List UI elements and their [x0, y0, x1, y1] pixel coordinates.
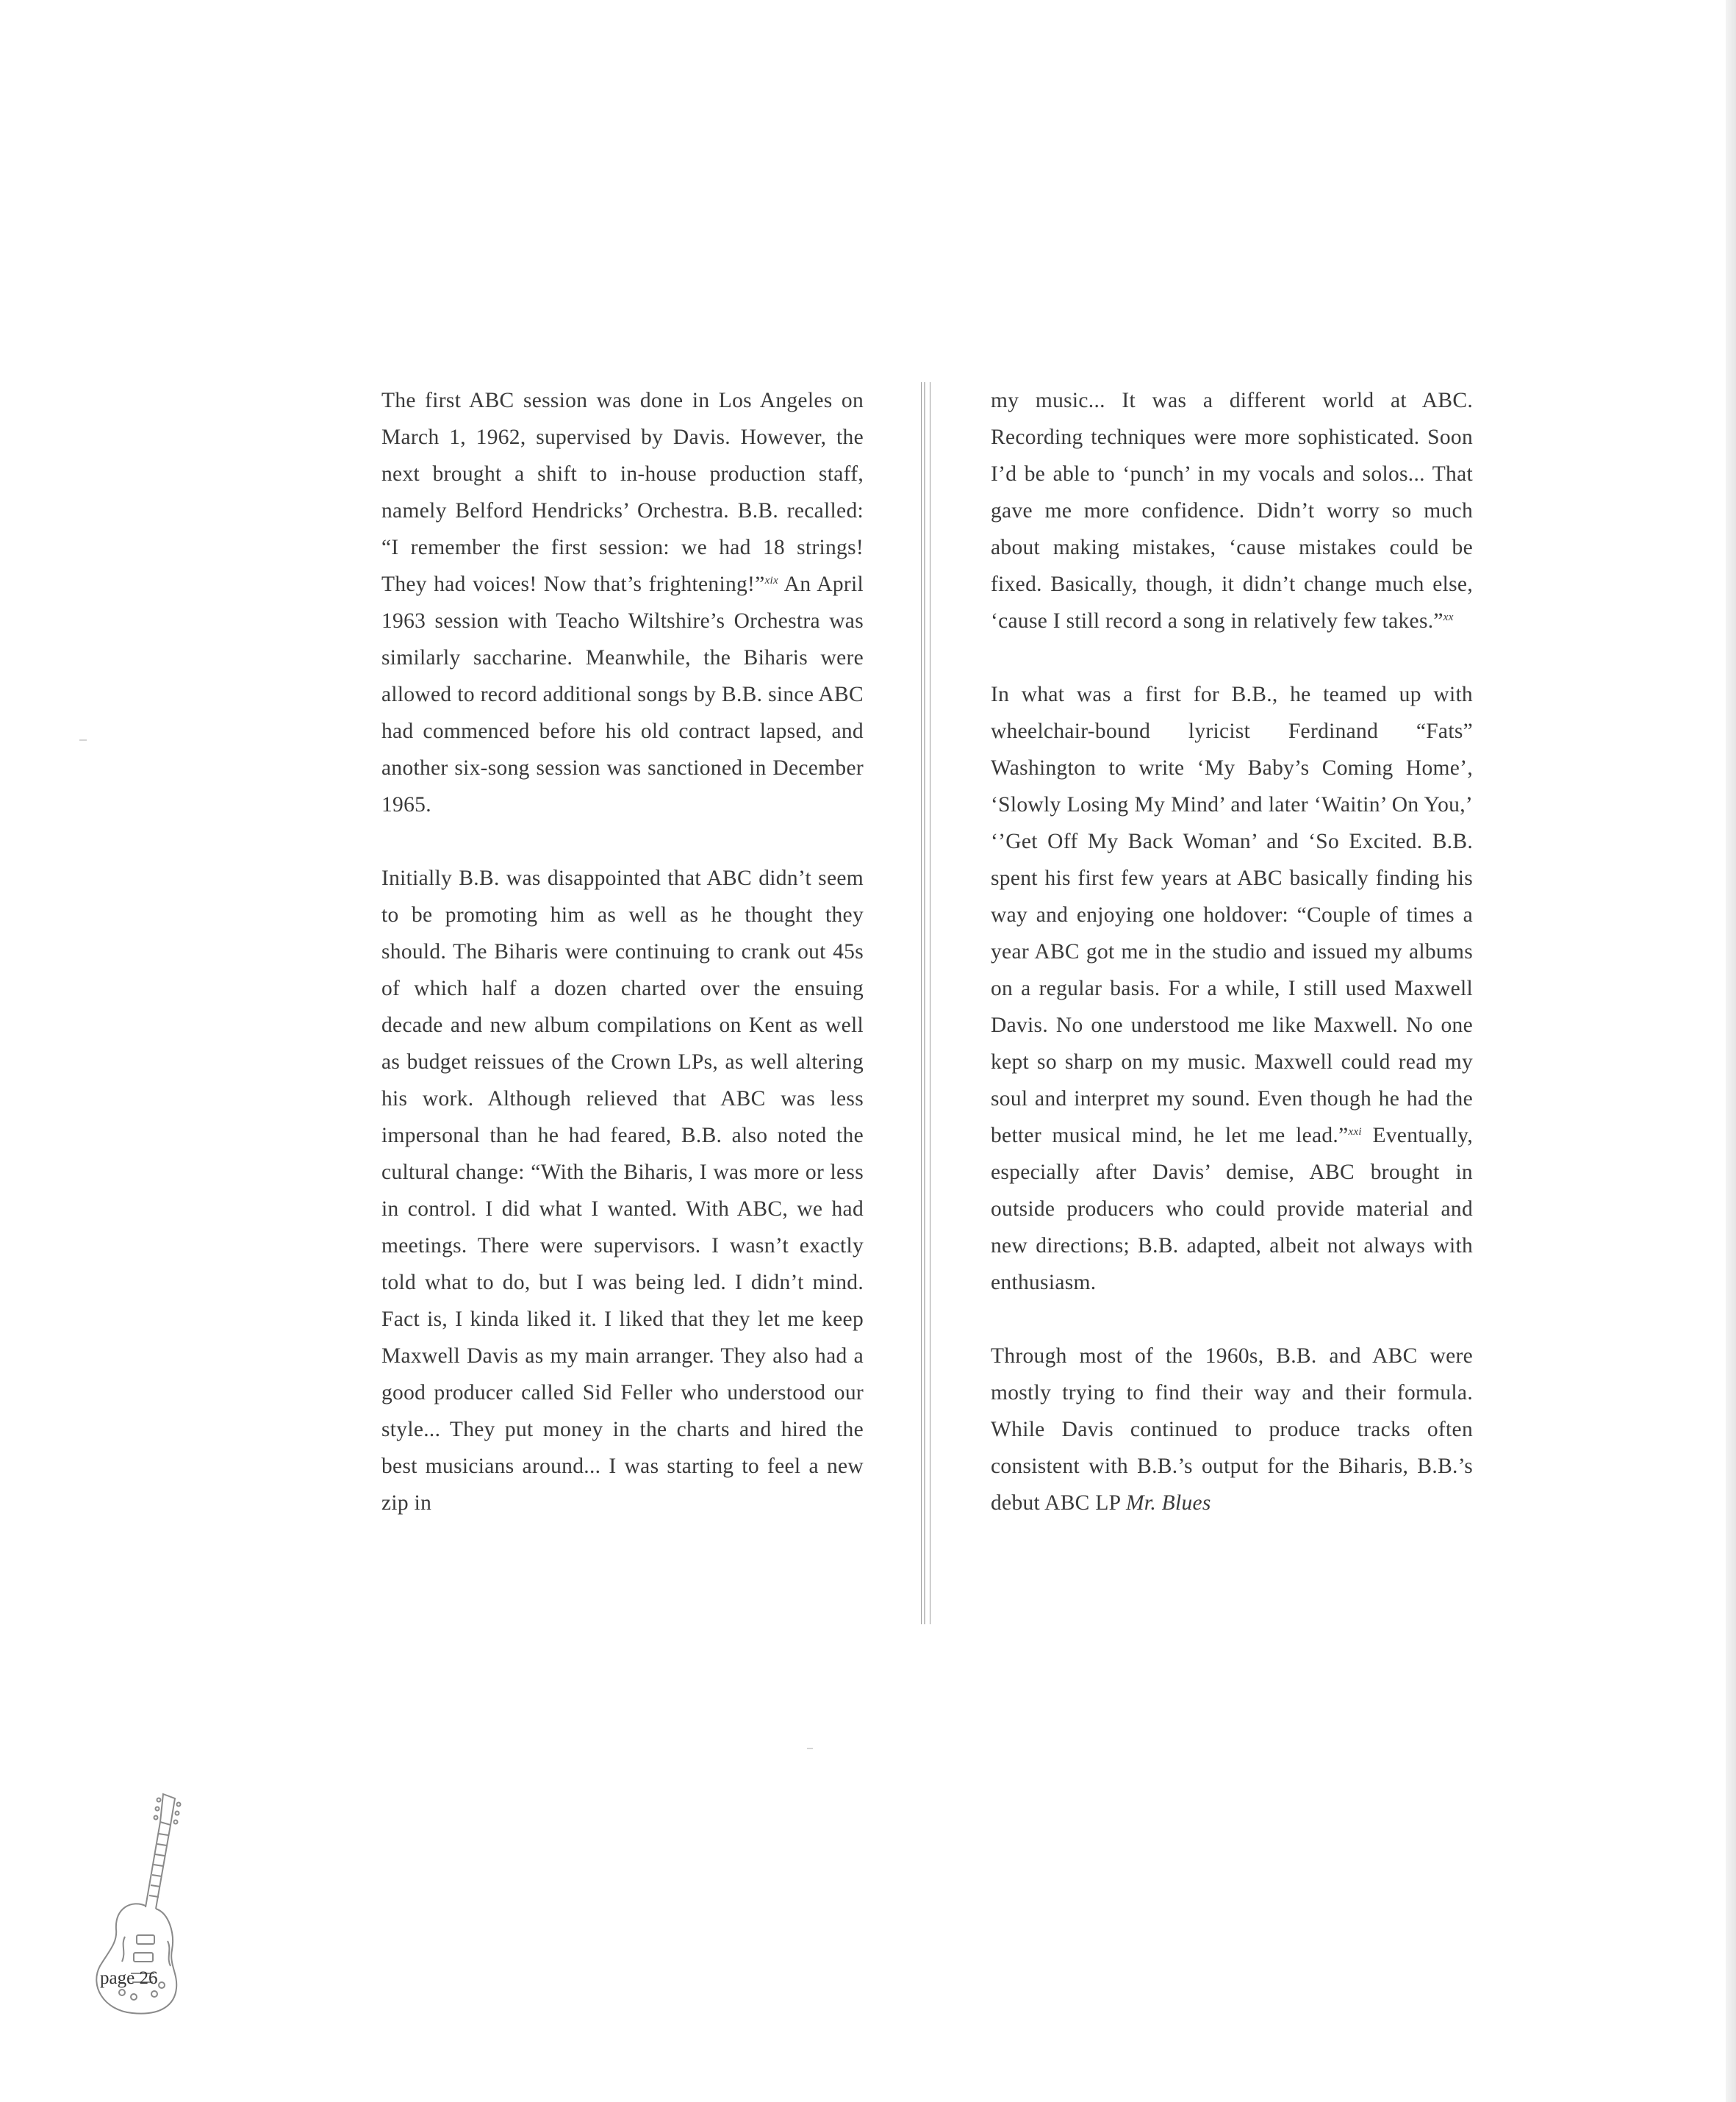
column-divider [921, 382, 930, 1624]
page-edge [1726, 0, 1736, 2102]
paragraph: Initially B.B. was disappointed that ABC didn’t seem to be promoting him as well as he thought they should. The Biharis were continuing to crank out 45s of which half a dozen charted over the ensuing decade and new album compilations on Kent as well as budget reissues of the Crown LPs, as well altering his work. Although relieved that ABC was less impersonal than he had feared, B.B. also noted the cultural change: “With the Biharis, I was more or less in control. I did what I wanted. With ABC, we had meetings. There were supervisors. I wasn’t exactly told what to do, but I was being led. I didn’t mind. Fact is, I kinda liked it. I liked that they let me keep Maxwell Davis as my main arranger. They also had a good producer called Sid Feller who understood our style... They put money in the charts and hired the best musicians around... I was starting to feel a new zip in [381, 867, 864, 1515]
endnote-marker: xx [1443, 611, 1454, 623]
paragraph-text: In what was a first for B.B., he teamed up with wheelchair-bound lyricist Ferdinand “Fats” Washington to write ‘My Baby’s Coming Home’, ‘Slowly Losing My Mind’ and later ‘Waitin’ On You,’ ‘’Get Off My Back Woman’ and ‘So Excited. B.B. spent his first few years at ABC basically finding his way and enjoying one holdover: “Couple of times a year ABC got me in the studio and issued my albums on a regular basis. For a while, I still used Maxwell Davis. No one understood me like Maxwell. No one kept so sharp on my music. Maxwell could read my soul and interpret my sound. Even though he had the better musical mind, he let me lead.” [991, 683, 1473, 1147]
endnote-marker: xxi [1348, 1126, 1362, 1138]
scan-speck [79, 739, 87, 741]
paragraph-text: The first ABC session was done in Los Angeles on March 1, 1962, supervised by Davis. However, the next brought a shift to in-house production staff, namely Belford Hendricks’ Orchestra. B.B. recalled: “I remember the first session: we had 18 strings! They had voices! Now that’s frightening!” [381, 389, 864, 596]
paragraph [381, 382, 864, 823]
paragraph-text: An April 1963 session with Teacho Wiltshire’s Orchestra was similarly saccharine. Meanwhile, the Biharis were allowed to record additional songs by B.B. since ABC had commenced before his old contract lapsed, and another six-song session was sanctioned in December 1965. [381, 573, 864, 817]
paragraph [991, 382, 1473, 639]
page-number: page 26 [100, 1968, 158, 1988]
album-title: Mr. Blues [1125, 1491, 1211, 1515]
paragraph-text: Through most of the 1960s, B.B. and ABC were mostly trying to find their way and their formula. While Davis continued to produce tracks often consistent with B.B.’s output for the Biharis, B.B.’s debut ABC LP [991, 1344, 1473, 1515]
guitar-icon [81, 1790, 220, 2025]
paragraph [991, 1338, 1473, 1521]
left-column [381, 382, 864, 1521]
scan-speck [807, 1748, 813, 1749]
right-column [991, 382, 1473, 1521]
endnote-marker: xix [764, 575, 778, 587]
paragraph [991, 676, 1473, 1301]
paragraph-text: Eventually, especially after Davis’ demise, ABC brought in outside producers who could provide material and new directions; B.B. adapted, albeit not always with enthusiasm. [991, 1124, 1473, 1294]
paragraph-text: my music... It was a different world at ABC. Recording techniques were more sophisticated. Soon I’d be able to ‘punch’ in my vocals and solos... That gave me more confidence. Didn’t worry so much about making mistakes, ‘cause mistakes could be fixed. Basically, though, it didn’t change much else, ‘cause I still record a song in relatively few takes.” [991, 389, 1473, 633]
